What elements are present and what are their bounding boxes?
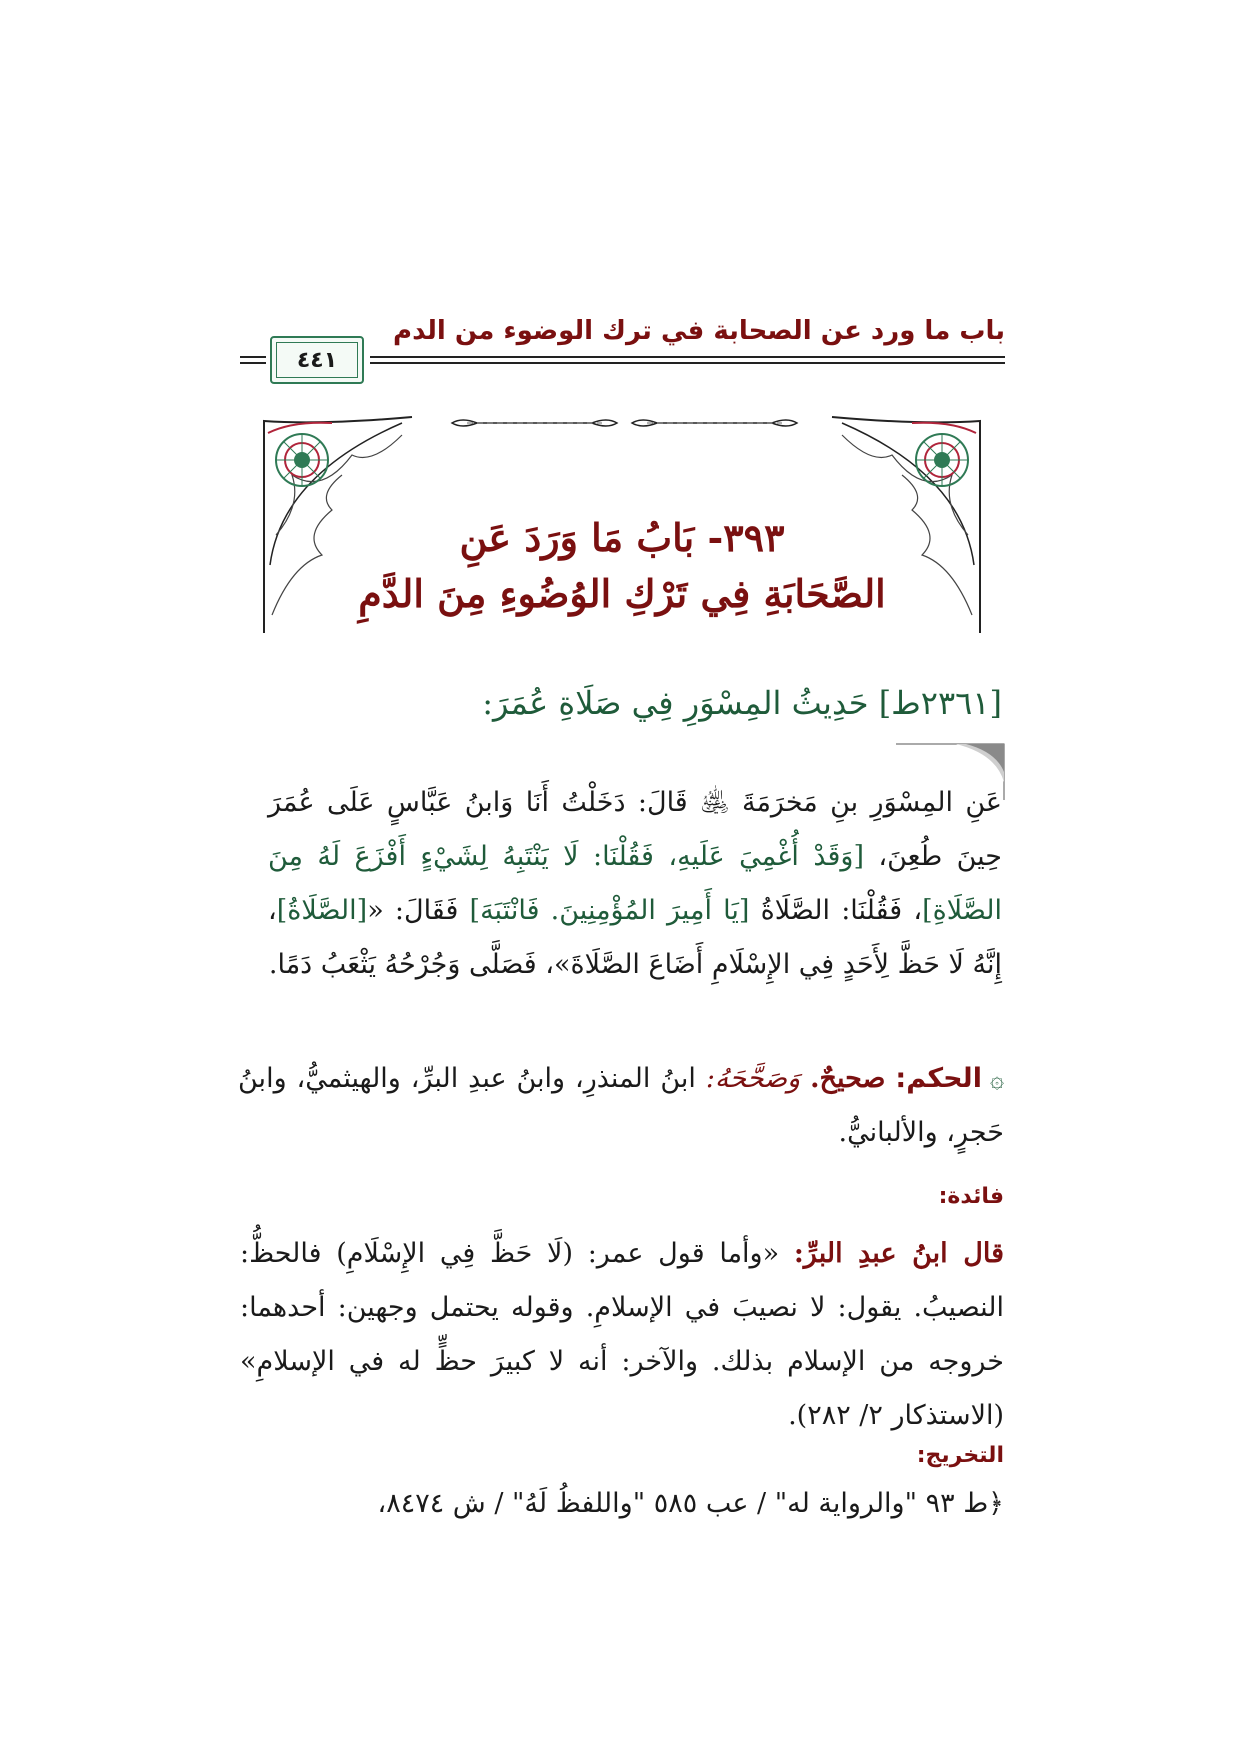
- hadith-text: [268, 776, 1002, 992]
- ruling-text: ابنُ المنذرِ، وابنُ عبدِ البرِّ، والهيثميُّ، وابنُ حَجرٍ، والألبانيُّ.: [238, 1063, 1004, 1148]
- takhrij-label: التخريج:: [916, 1443, 1004, 1468]
- chapter-title-line2: الصَّحَابَةِ فِي تَرْكِ الوُضُوءِ مِنَ الدَّمِ: [358, 571, 886, 616]
- ruling-authenticated-by-label: وَصَحَّحَهُ:: [705, 1063, 801, 1094]
- hadith-heading: [482, 684, 1002, 722]
- top-cartouches: [452, 420, 797, 426]
- faida-paragraph: [240, 1227, 1004, 1443]
- hadith-title: حَدِيثُ المِسْوَرِ فِي صَلَاةِ عُمَرَ:: [482, 684, 869, 722]
- header-rule-left: [240, 356, 266, 358]
- chapter-frame: [262, 415, 982, 635]
- page-number: ٤٤١: [276, 342, 358, 378]
- ruling-label: الحكم:: [895, 1063, 982, 1094]
- hadith-text-part1: عَنِ المِسْوَرِ بنِ مَخرَمَةَ ﵁ قَالَ: دَخَلْتُ أَنَا وَابنُ عَبَّاسٍ عَلَى عُمَرَ حِينَ طُعِنَ،: [268, 787, 1002, 872]
- running-title: باب ما ورد عن الصحابة في ترك الوضوء من الدم: [393, 316, 1005, 346]
- hadith-number: [٢٣٦١ط]: [878, 684, 1002, 722]
- header-rule-right-2: [370, 362, 1005, 364]
- hadith-text-part3: فَقَالَ: «: [367, 895, 470, 926]
- header-rule-right: [370, 356, 1005, 358]
- ruling-paragraph: [238, 1052, 1004, 1160]
- rosette-icon: ۞: [989, 1065, 1005, 1093]
- chapter-title-line1: ٣٩٣- بَابُ مَا وَرَدَ عَنِ: [459, 515, 785, 560]
- hadith-text-part4: ، إِنَّهُ لَا حَظَّ لِأَحَدٍ فِي الإِسْلَامِ أَضَاعَ الصَّلَاةَ»، فَصَلَّى وَجُرْحُهُ يَثْعَبُ دَمًا.: [268, 895, 1002, 980]
- takhrij-text: ﴿ط ٩٣ "والرواية له" / عب ٥٨٥ "واللفظُ لَهُ" / ش ٨٤٧٤،: [377, 1488, 1004, 1519]
- running-header: [240, 316, 1005, 386]
- hadith-text-part2: ، فَقُلْنَا: الصَّلَاةُ: [749, 895, 923, 926]
- page-number-badge: [270, 336, 364, 384]
- ruling-status: صحيحٌ.: [810, 1063, 886, 1094]
- faida-text: «وأما قول عمر: (لَا حَظَّ فِي الإِسْلَامِ) فالحظُّ: النصيبُ. يقول: لا نصيبَ في الإسلامِ. وقوله يحتمل وجهين: أحدهما: خروجه من الإسلام بذلك. والآخر: أنه لا كبيرَ حظٍّ له في الإسلامِ» (الاستذكار ٢/ ٢٨٢).: [240, 1238, 1004, 1431]
- hadith-text-green2: [يَا أَمِيرَ المُؤْمِنِينَ. فَانْتَبَهَ]: [469, 895, 750, 926]
- hadith-text-green1: [وَقَدْ أُغْمِيَ عَلَيهِ، فَقُلْنَا: لَا يَنْتَبِهُ لِشَيْءٍ أَفْزَعَ لَهُ مِنَ الصَّلَاةِ]: [268, 841, 1002, 926]
- hadith-text-green3: [الصَّلَاةُ]: [276, 895, 368, 926]
- header-rule-left-2: [240, 362, 266, 364]
- faida-speaker: قال ابنُ عبدِ البرِّ:: [793, 1238, 1004, 1269]
- faida-label: فائدة:: [938, 1184, 1004, 1209]
